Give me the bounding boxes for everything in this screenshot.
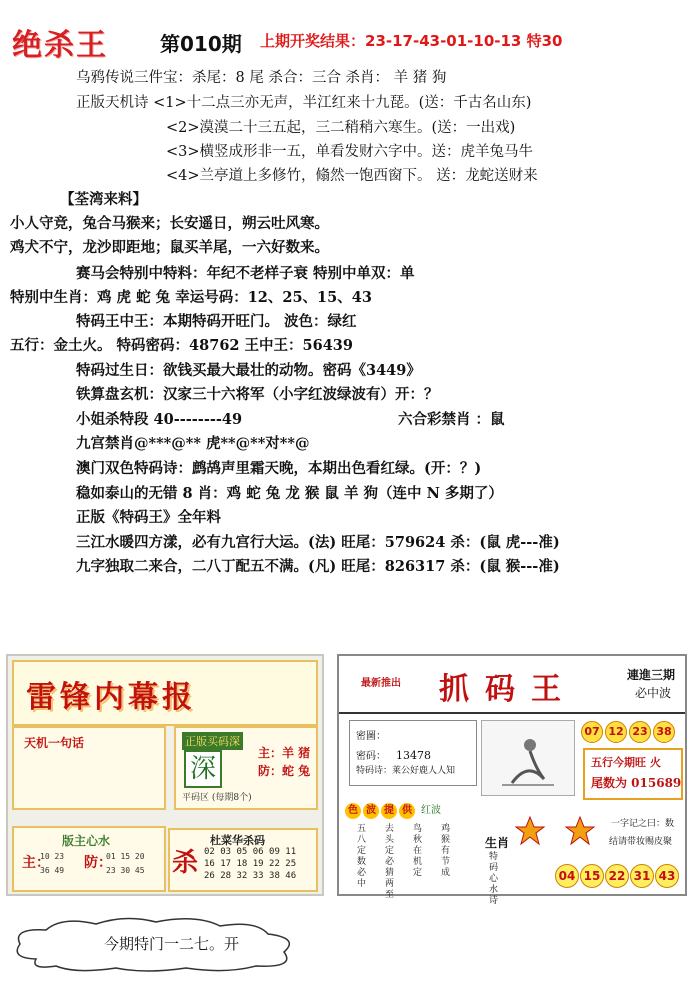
vertical-column: 鸟秋在机定 xyxy=(413,824,423,878)
text-line: 特码王中王：本期特码开旺门。 波色：绿红 xyxy=(76,313,357,330)
text-line: 铁算盘玄机：汉家三十六将军（小字红波绿波有）开：？ xyxy=(76,386,439,403)
burst-icon xyxy=(565,816,595,846)
wave-label: 必中波 xyxy=(634,686,671,700)
zhuamawang-title: 抓码王 xyxy=(439,672,577,707)
text-line: <2>漠漠二十三五起，三二稍稍六寒生。(送：一出戏) xyxy=(166,120,516,136)
number-ball: 12 xyxy=(605,721,627,743)
text-line: 正版天机诗 <1>十二点三亦无声，半江红来十九琵。(送：千古名山东) xyxy=(76,95,532,111)
top-number-balls xyxy=(581,720,677,743)
du-kill-row: 16 17 18 19 22 25 xyxy=(204,859,297,869)
text-line: 九宫禁肖@***@** 虎**@**对**@ xyxy=(76,435,310,452)
vertical-column: 五八定数必中 xyxy=(357,824,367,889)
ink-figure-icon xyxy=(482,721,574,795)
text-line: <3>横竖成形非一五，单看发财六字中。送：虎羊兔马牛 xyxy=(166,144,534,160)
editor-nums: 10 23 xyxy=(40,852,65,861)
secret-box xyxy=(349,720,477,786)
number-ball: 04 xyxy=(555,864,579,888)
leifeng-title: 雷锋内幕报 xyxy=(26,680,196,715)
wave-char: 供 xyxy=(399,803,415,819)
leifeng-panel xyxy=(6,654,324,896)
text-line: 小人守竞，兔合马猴来；长安遥日，朔云吐风寒。 xyxy=(10,215,329,232)
text-line: 正版《特码王》全年料 xyxy=(76,509,221,526)
du-kill-nums xyxy=(204,846,296,882)
secret-code-value: 13478 xyxy=(396,749,431,762)
page-title: 绝杀王 xyxy=(12,28,108,63)
text-line: 赛马会特别中特料：年纪不老样子衰 特别中单双：单 xyxy=(76,265,415,282)
editor-nums: 01 15 20 xyxy=(106,852,145,861)
riddle-text: 结请带妆赐皮聚 xyxy=(609,837,673,847)
text-line: 乌鸦传说三件宝：杀尾：8 尾 杀合：三合 杀肖： 羊 猪 狗 xyxy=(76,70,447,86)
last-result: 上期开奖结果：23-17-43-01-10-13 特30 xyxy=(260,32,563,50)
secret-poem: 特码诗：莱公好鹿人人知 xyxy=(356,766,456,776)
number-ball: 22 xyxy=(605,864,629,888)
editor-pick-title: 版主心水 xyxy=(62,834,111,848)
new-release-label: 最新推出 xyxy=(361,678,401,689)
section-heading: 【荃湾来料】 xyxy=(60,191,147,208)
vertical-column: 去头定必猜两至 xyxy=(385,824,395,900)
kill-char: 杀 xyxy=(172,848,199,878)
three-periods-label: 連進三期 xyxy=(626,668,675,682)
wuxing-text: 五行今期旺 火 xyxy=(591,756,661,769)
editor-nums: 36 49 xyxy=(40,866,65,875)
buy-code-tag: 正版买码深 xyxy=(182,732,243,750)
du-kill-box xyxy=(168,828,318,892)
text-line: 三江水暖四方漾，必有九宫行大运。(法) 旺尾：579624 杀：(鼠 虎---准) xyxy=(76,534,560,551)
deep-char: 深 xyxy=(184,750,222,788)
text-line: 六合彩禁肖 ：鼠 xyxy=(398,411,505,428)
main-zodiac: 主：羊 猪 xyxy=(258,746,311,760)
number-ball: 23 xyxy=(629,721,651,743)
number-ball: 31 xyxy=(630,864,654,888)
text-line: 小姐杀特段 40--------49 xyxy=(76,411,243,428)
zodiac-label: 生肖 xyxy=(485,836,510,850)
zhuamawang-header xyxy=(339,656,685,714)
burst-icon xyxy=(515,816,545,846)
wave-char: 波 xyxy=(363,803,379,819)
one-word-label: 一字记之曰：数 xyxy=(611,819,675,829)
wave-char: 提 xyxy=(381,803,397,819)
number-ball: 07 xyxy=(581,721,603,743)
number-ball: 43 xyxy=(655,864,679,888)
tail-number-text: 尾数为 015689 xyxy=(591,776,682,790)
wuxing-box xyxy=(583,748,683,800)
vertical-column: 鸡猴有节成 xyxy=(441,824,451,878)
buy-code-box xyxy=(174,726,318,810)
secret-code-line xyxy=(356,747,431,762)
cloud-text: 今期特门一二七。开 xyxy=(104,935,240,953)
du-kill-title: 杜菜华杀码 xyxy=(210,834,265,847)
text-line: 特别中生肖：鸡 虎 蛇 兔 幸运号码：12、25、15、43 xyxy=(10,289,372,306)
guard-zodiac: 防：蛇 兔 xyxy=(258,764,311,778)
secret-image-label: 密圖： xyxy=(356,731,386,742)
issue-number: 第010期 xyxy=(160,32,242,56)
flat-code-label: 平码区 (每期8个) xyxy=(182,793,252,803)
wave-value: 红波 xyxy=(421,805,441,816)
number-ball: 38 xyxy=(653,721,675,743)
text-line: <4>兰亭道上多修竹，翛然一饱西窗下。 送：龙蛇送财来 xyxy=(166,168,538,184)
color-wave-row xyxy=(345,798,441,819)
editor-nums: 23 30 45 xyxy=(106,866,145,875)
text-line: 稳如泰山的无错 8 肖：鸡 蛇 兔 龙 猴 鼠 羊 狗（连中 N 多期了） xyxy=(76,485,503,502)
number-ball: 15 xyxy=(580,864,604,888)
poem-vertical: 特码心水诗 xyxy=(489,852,499,906)
text-line: 鸡犬不宁，龙沙即距地；鼠买羊尾，一六好数来。 xyxy=(10,239,329,256)
wave-char: 色 xyxy=(345,803,361,819)
bottom-number-balls xyxy=(555,864,680,888)
du-kill-row: 26 28 32 33 38 46 xyxy=(204,871,297,881)
zhuamawang-panel xyxy=(337,654,687,906)
du-kill-row: 02 03 05 06 09 11 xyxy=(204,847,297,857)
text-line: 九字独取二来合，二八丁配五不满。(凡) 旺尾：826317 杀：(鼠 猴---准) xyxy=(76,558,560,575)
editor-pick-box xyxy=(12,826,166,892)
secret-code-label: 密码： xyxy=(356,751,386,762)
text-line: 澳门双色特码诗：鹧鸪声里霜天晚，本期出色看红绿。(开：？) xyxy=(76,460,482,477)
ink-painting-image xyxy=(481,720,575,796)
editor-guard-label: 防： xyxy=(84,855,112,871)
tianji-label: 天机一句话 xyxy=(24,736,85,750)
text-line: 特码过生日：欲钱买最大最壮的动物。密码《3449》 xyxy=(76,362,421,379)
editor-main-label: 主： xyxy=(22,855,50,871)
tianji-box xyxy=(12,726,166,810)
text-line: 五行：金土火。 特码密码：48762 王中王：56439 xyxy=(10,337,353,354)
leifeng-header xyxy=(12,660,318,726)
